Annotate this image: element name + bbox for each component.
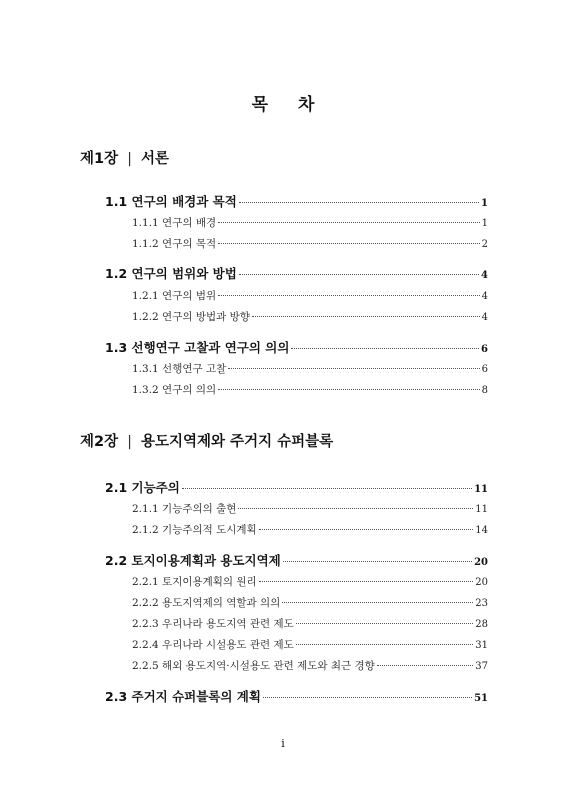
toc-label: 1.2.2 연구의 방법과 방향 [132, 311, 250, 323]
toc-leader [238, 508, 473, 509]
toc-section-1-3[interactable] [105, 338, 488, 356]
toc-subsection-2-2-1[interactable] [132, 574, 488, 589]
toc-page-number: 31 [475, 640, 488, 651]
toc-leader [218, 243, 480, 244]
toc-subsection-1-3-1[interactable] [132, 361, 488, 376]
page-title [0, 90, 566, 115]
toc-label: 2.2.2 용도지역제의 역할과 의의 [132, 597, 281, 609]
toc-page-number: 1 [481, 218, 488, 229]
chapter-title: 서론 [141, 151, 170, 167]
toc-leader [239, 274, 479, 275]
toc-subsection-2-1-1[interactable] [132, 501, 488, 516]
toc-label: 2.2.4 우리나라 시설용도 관련 제도 [132, 639, 294, 651]
toc-leader [291, 348, 479, 349]
toc-subsection-1-2-1[interactable] [132, 288, 488, 303]
toc-subsection-2-1-2[interactable] [132, 522, 488, 537]
toc-page-number: 11 [475, 504, 488, 515]
toc-section-1-2[interactable] [105, 264, 488, 282]
toc-label: 1.1 연구의 배경과 목적 [105, 194, 237, 209]
toc-label: 1.2 연구의 범위와 방법 [105, 266, 237, 281]
toc-page-number: 37 [475, 661, 488, 672]
toc-page-number: 20 [475, 577, 488, 588]
toc-page-number: 4 [481, 270, 488, 281]
chapter-separator: | [127, 434, 132, 450]
toc-leader [259, 529, 474, 530]
toc-subsection-1-2-2[interactable] [132, 309, 488, 324]
toc-leader [282, 602, 473, 603]
toc-leader [296, 644, 473, 645]
toc-page-number: 2 [481, 239, 488, 250]
toc-subsection-1-1-2[interactable] [132, 236, 488, 251]
toc-page-number: 6 [481, 364, 488, 375]
toc-section-2-3[interactable] [105, 687, 488, 705]
toc-page-number: 1 [481, 198, 488, 209]
toc-label: 2.1 기능주의 [105, 480, 180, 495]
toc-label: 2.3 주거지 슈퍼블록의 계획 [105, 689, 261, 704]
toc-page-number: 8 [481, 385, 488, 396]
toc-leader [218, 222, 480, 223]
toc-page-number: 23 [475, 598, 488, 609]
toc-label: 2.2.3 우리나라 용도지역 관련 제도 [132, 618, 294, 630]
toc-label: 1.1.2 연구의 목적 [132, 238, 217, 250]
toc-leader [218, 295, 480, 296]
toc-leader [377, 665, 473, 666]
toc-subsection-2-2-5[interactable] [132, 658, 488, 673]
toc-leader [283, 561, 472, 562]
toc-subsection-2-2-3[interactable] [132, 616, 488, 631]
chapter-number: 제1장 [80, 151, 119, 167]
toc-label: 2.2.5 해외 용도지역·시설용도 관련 제도와 최근 경향 [132, 660, 375, 672]
chapter-title: 용도지역제와 주거지 슈퍼블록 [141, 434, 334, 450]
toc-section-2-2[interactable] [105, 551, 488, 569]
toc-subsection-1-3-2[interactable] [132, 382, 488, 397]
toc-page-number: 51 [474, 693, 488, 704]
toc-page-number: 20 [474, 557, 488, 568]
toc-leader [182, 488, 472, 489]
toc-label: 1.3.2 연구의 의의 [132, 384, 217, 396]
chapter-number: 제2장 [80, 434, 119, 450]
chapter-heading-2 [80, 430, 333, 451]
toc-leader [228, 368, 479, 369]
toc-label: 1.2.1 연구의 범위 [132, 290, 217, 302]
toc-leader [296, 623, 473, 624]
toc-page-number: 14 [475, 525, 488, 536]
toc-page-number: 11 [474, 484, 488, 495]
toc-subsection-2-2-2[interactable] [132, 595, 488, 610]
toc-leader [252, 316, 480, 317]
chapter-heading-1 [80, 147, 169, 168]
footer-page-number: i [281, 737, 285, 750]
toc-leader [263, 697, 472, 698]
toc-label: 2.1.1 기능주의의 출현 [132, 503, 237, 515]
toc-leader [259, 581, 474, 582]
page-title-right: 차 [298, 95, 315, 115]
chapter-separator: | [127, 151, 132, 167]
toc-page-number: 28 [475, 619, 488, 630]
page-title-left: 목 [251, 95, 268, 115]
toc-section-2-1[interactable] [105, 478, 488, 496]
toc-page-number: 6 [481, 344, 488, 355]
toc-label: 1.3.1 선행연구 고찰 [132, 363, 227, 375]
toc-leader [218, 389, 480, 390]
toc-leader [239, 202, 479, 203]
toc-subsection-2-2-4[interactable] [132, 637, 488, 652]
toc-page-number: 4 [481, 312, 488, 323]
toc-label: 1.1.1 연구의 배경 [132, 217, 217, 229]
toc-label: 2.2 토지이용계획과 용도지역제 [105, 553, 281, 568]
toc-label: 1.3 선행연구 고찰과 연구의 의의 [105, 340, 290, 355]
toc-subsection-1-1-1[interactable] [132, 215, 488, 230]
toc-label: 2.2.1 토지이용계획의 원리 [132, 576, 257, 588]
toc-page-number: 4 [481, 291, 488, 302]
toc-label: 2.1.2 기능주의적 도시계획 [132, 524, 257, 536]
toc-section-1-1[interactable] [105, 192, 488, 210]
